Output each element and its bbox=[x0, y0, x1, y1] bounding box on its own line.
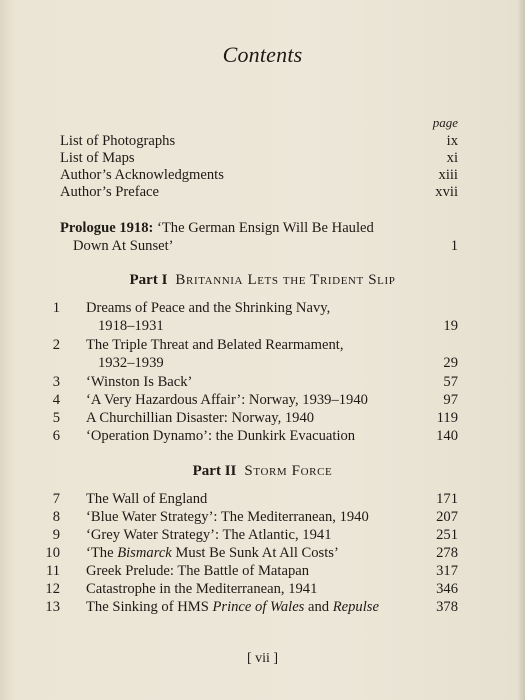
chapter-title: ‘Blue Water Strategy’: The Mediterranean, 1940 bbox=[86, 509, 369, 525]
prologue-page: 1 bbox=[450, 238, 458, 254]
chapter-title: ‘Operation Dynamo’: the Dunkirk Evacuation bbox=[86, 428, 356, 444]
chapter-number: 2 bbox=[52, 337, 60, 353]
chapter-title-line2: 1932–1939 bbox=[98, 355, 164, 371]
chapter-title-part: The Sinking of HMS bbox=[86, 599, 213, 615]
chapter-title bbox=[86, 545, 339, 562]
chapter-title: Greek Prelude: The Battle of Matapan bbox=[86, 563, 310, 579]
toc-entry-title: List of Maps bbox=[60, 150, 135, 166]
chapter-number: 11 bbox=[45, 563, 60, 579]
chapter-number: 3 bbox=[52, 374, 60, 390]
toc-entry-page: xvii bbox=[435, 184, 458, 200]
toc-entry-title: Author’s Preface bbox=[60, 184, 160, 200]
prologue-label: Prologue 1918: bbox=[60, 220, 154, 236]
chapter-title: The Triple Threat and Belated Rearmament, bbox=[86, 337, 344, 353]
chapter-page: 251 bbox=[436, 527, 458, 543]
chapter-title-part: ‘The bbox=[86, 545, 118, 561]
chapter-number: 4 bbox=[52, 392, 60, 408]
prologue-title-line2: Down At Sunset’ bbox=[73, 238, 174, 254]
chapter-title-part: Must Be Sunk At All Costs’ bbox=[171, 545, 339, 561]
ship-name: Repulse bbox=[332, 599, 379, 615]
chapter-page: 207 bbox=[436, 509, 458, 525]
toc-entry-page: xi bbox=[446, 150, 458, 166]
chapter-title: A Churchillian Disaster: Norway, 1940 bbox=[86, 410, 315, 426]
chapter-page: 171 bbox=[436, 491, 458, 507]
chapter-title: The Wall of England bbox=[86, 491, 208, 507]
chapter-number: 1 bbox=[52, 300, 60, 316]
chapter-number: 12 bbox=[45, 581, 60, 597]
chapter-title bbox=[86, 599, 379, 616]
toc-entry-page: xiii bbox=[438, 167, 458, 183]
chapter-page: 140 bbox=[436, 428, 458, 444]
part-heading bbox=[0, 463, 525, 480]
chapter-page: 278 bbox=[436, 545, 458, 561]
page-folio: [ vii ] bbox=[246, 651, 279, 666]
chapter-page: 57 bbox=[443, 374, 458, 390]
chapter-title: ‘Winston Is Back’ bbox=[86, 374, 193, 390]
chapter-number: 7 bbox=[52, 491, 60, 507]
chapter-title: ‘A Very Hazardous Affair’: Norway, 1939–1940 bbox=[86, 392, 368, 408]
chapter-title: Dreams of Peace and the Shrinking Navy, bbox=[86, 300, 331, 316]
toc-entry-page: ix bbox=[446, 133, 458, 149]
chapter-title: Catastrophe in the Mediterranean, 1941 bbox=[86, 581, 318, 597]
toc-entry-title: List of Photographs bbox=[60, 133, 176, 149]
part-name: Britannia Lets the Trident Slip bbox=[175, 272, 396, 288]
chapter-title-line2: 1918–1931 bbox=[98, 318, 164, 334]
part-name: Storm Force bbox=[244, 463, 333, 479]
page-title: Contents bbox=[222, 42, 303, 67]
chapter-title-part: and bbox=[304, 599, 333, 615]
chapter-number: 5 bbox=[52, 410, 60, 426]
chapter-number: 8 bbox=[52, 509, 60, 525]
chapter-page: 346 bbox=[436, 581, 458, 597]
ship-name: Bismarck bbox=[117, 545, 172, 561]
chapter-page: 317 bbox=[436, 563, 458, 579]
part-number: Part II bbox=[192, 463, 237, 479]
chapter-page: 97 bbox=[443, 392, 458, 408]
part-number: Part I bbox=[129, 272, 168, 288]
page-column-label: page bbox=[432, 115, 458, 130]
page-edge-shadow bbox=[517, 0, 525, 700]
ship-name: Prince of Wales bbox=[212, 599, 305, 615]
toc-entry-title: Author’s Acknowledgments bbox=[60, 167, 224, 183]
chapter-number: 10 bbox=[45, 545, 60, 561]
part-heading bbox=[0, 272, 525, 289]
prologue-title-line1: ‘The German Ensign Will Be Hauled bbox=[153, 220, 374, 236]
chapter-number: 13 bbox=[45, 599, 60, 615]
chapter-page: 119 bbox=[436, 410, 458, 426]
chapter-number: 9 bbox=[52, 527, 60, 543]
chapter-page: 378 bbox=[436, 599, 458, 615]
chapter-number: 6 bbox=[52, 428, 60, 444]
chapter-page: 19 bbox=[443, 318, 458, 334]
chapter-title: ‘Grey Water Strategy’: The Atlantic, 1941 bbox=[86, 527, 332, 543]
chapter-page: 29 bbox=[443, 355, 458, 371]
